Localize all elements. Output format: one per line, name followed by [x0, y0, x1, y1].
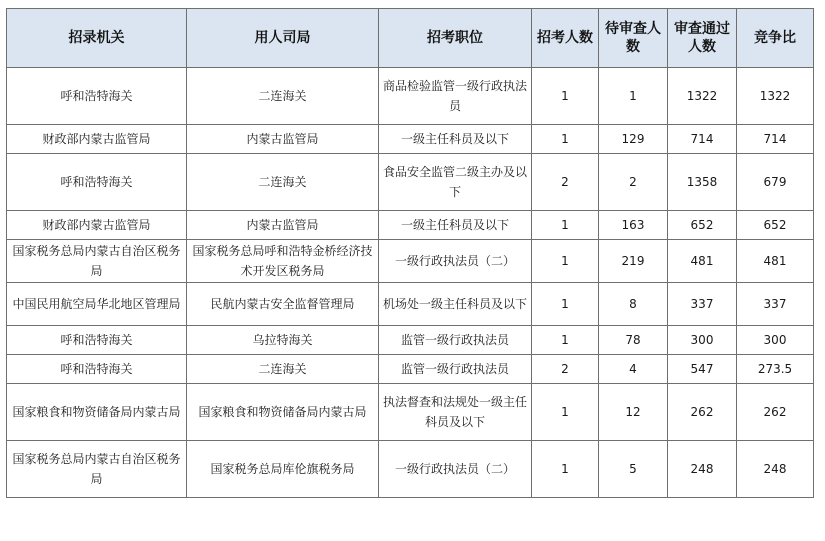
recruitment-table: [6, 8, 814, 498]
cell-approved: 547: [668, 355, 737, 384]
cell-agency: 呼和浩特海关: [7, 154, 187, 211]
cell-pending: 12: [599, 384, 668, 441]
cell-pending: 2: [599, 154, 668, 211]
header-approved: 审查通过人数: [668, 9, 737, 68]
cell-openings: 1: [532, 240, 599, 283]
cell-openings: 2: [532, 355, 599, 384]
cell-bureau: 内蒙古监管局: [187, 125, 379, 154]
cell-approved: 1322: [668, 68, 737, 125]
cell-bureau: 乌拉特海关: [187, 326, 379, 355]
cell-position: 执法督查和法规处一级主任科员及以下: [379, 384, 532, 441]
cell-position: 一级主任科员及以下: [379, 211, 532, 240]
cell-approved: 300: [668, 326, 737, 355]
cell-approved: 248: [668, 441, 737, 498]
cell-ratio: 652: [737, 211, 814, 240]
cell-ratio: 300: [737, 326, 814, 355]
cell-agency: 呼和浩特海关: [7, 68, 187, 125]
cell-position: 食品安全监管二级主办及以下: [379, 154, 532, 211]
table-row: [7, 283, 814, 326]
cell-openings: 1: [532, 125, 599, 154]
cell-agency: 财政部内蒙古监管局: [7, 211, 187, 240]
table-row: [7, 326, 814, 355]
header-competition-ratio: 竞争比: [737, 9, 814, 68]
table-row: [7, 125, 814, 154]
header-openings: 招考人数: [532, 9, 599, 68]
table-row: [7, 240, 814, 283]
cell-approved: 337: [668, 283, 737, 326]
cell-bureau: 民航内蒙古安全监督管理局: [187, 283, 379, 326]
cell-openings: 1: [532, 68, 599, 125]
cell-ratio: 262: [737, 384, 814, 441]
cell-pending: 78: [599, 326, 668, 355]
cell-pending: 4: [599, 355, 668, 384]
cell-approved: 262: [668, 384, 737, 441]
cell-ratio: 1322: [737, 68, 814, 125]
cell-ratio: 273.5: [737, 355, 814, 384]
cell-position: 商品检验监管一级行政执法员: [379, 68, 532, 125]
cell-pending: 163: [599, 211, 668, 240]
table-row: [7, 384, 814, 441]
cell-agency: 财政部内蒙古监管局: [7, 125, 187, 154]
cell-bureau: 内蒙古监管局: [187, 211, 379, 240]
table-row: [7, 211, 814, 240]
header-pending-review: 待审查人数: [599, 9, 668, 68]
cell-approved: 652: [668, 211, 737, 240]
cell-approved: 481: [668, 240, 737, 283]
cell-bureau: 国家税务总局呼和浩特金桥经济技术开发区税务局: [187, 240, 379, 283]
cell-approved: 714: [668, 125, 737, 154]
cell-openings: 1: [532, 283, 599, 326]
cell-pending: 219: [599, 240, 668, 283]
cell-agency: 呼和浩特海关: [7, 355, 187, 384]
cell-openings: 1: [532, 211, 599, 240]
cell-bureau: 国家税务总局库伦旗税务局: [187, 441, 379, 498]
header-position: 招考职位: [379, 9, 532, 68]
header-employing-bureau: 用人司局: [187, 9, 379, 68]
cell-ratio: 679: [737, 154, 814, 211]
cell-openings: 1: [532, 384, 599, 441]
cell-bureau: 国家粮食和物资储备局内蒙古局: [187, 384, 379, 441]
cell-agency: 中国民用航空局华北地区管理局: [7, 283, 187, 326]
table-row: [7, 441, 814, 498]
header-row: [7, 9, 814, 68]
cell-openings: 1: [532, 441, 599, 498]
cell-ratio: 337: [737, 283, 814, 326]
table-row: [7, 154, 814, 211]
cell-agency: 国家粮食和物资储备局内蒙古局: [7, 384, 187, 441]
cell-ratio: 714: [737, 125, 814, 154]
cell-openings: 1: [532, 326, 599, 355]
cell-pending: 129: [599, 125, 668, 154]
cell-bureau: 二连海关: [187, 68, 379, 125]
cell-position: 监管一级行政执法员: [379, 355, 532, 384]
table-row: [7, 68, 814, 125]
cell-approved: 1358: [668, 154, 737, 211]
cell-ratio: 248: [737, 441, 814, 498]
cell-position: 一级行政执法员（二）: [379, 240, 532, 283]
cell-position: 一级主任科员及以下: [379, 125, 532, 154]
cell-pending: 8: [599, 283, 668, 326]
cell-bureau: 二连海关: [187, 154, 379, 211]
cell-position: 监管一级行政执法员: [379, 326, 532, 355]
cell-agency: 国家税务总局内蒙古自治区税务局: [7, 240, 187, 283]
cell-openings: 2: [532, 154, 599, 211]
cell-agency: 国家税务总局内蒙古自治区税务局: [7, 441, 187, 498]
cell-pending: 1: [599, 68, 668, 125]
header-recruiting-agency: 招录机关: [7, 9, 187, 68]
cell-agency: 呼和浩特海关: [7, 326, 187, 355]
table-row: [7, 355, 814, 384]
cell-pending: 5: [599, 441, 668, 498]
cell-bureau: 二连海关: [187, 355, 379, 384]
cell-position: 一级行政执法员（二）: [379, 441, 532, 498]
cell-position: 机场处一级主任科员及以下: [379, 283, 532, 326]
cell-ratio: 481: [737, 240, 814, 283]
